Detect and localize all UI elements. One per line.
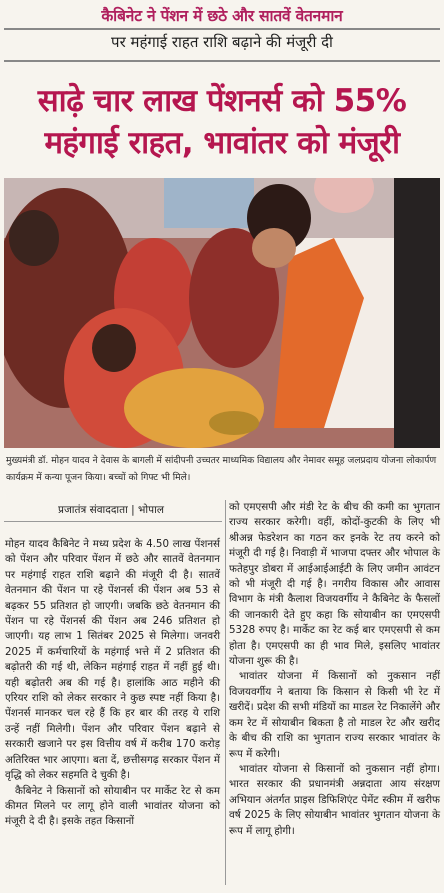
paragraph: भावांतर योजना में किसानों को नुकसान नहीं विजयवर्गीय ने बताया कि किसान से किसी भी रेट में खरीदें। प्रदेश की सभी मंडियों का माडल रेट निकालेंगे और कम रेट में सोयाबीन बिकता है तो माडल रेट और खरीद के बीच की राशि का भुगतान राज्य सरकार भावांतर के रूप में करेगी। [229, 670, 440, 760]
subheadline: पर महंगाई राहत राशि बढ़ाने की मंजूरी दी [111, 33, 333, 51]
divider [4, 60, 440, 62]
paragraph: भावांतर योजना से किसानों को नुकसान नहीं होगा। भारत सरकार की प्रधानमंत्री अन्नदाता आय संरक्षण अभियान अंतर्गत प्राइस डिफिशिएंट पेमेंट स्कीम में खरीफ वर्ष 2025 के लिए सोयाबीन भावांतर भुगतान योजना के रूप में लागू होगी। [229, 762, 440, 837]
paragraph: मोहन यादव कैबिनेट ने मध्य प्रदेश के 4.50 लाख पेंशनर्स को पेंशन और परिवार पेंशन में छठे और सातवें वेतनमान पर महंगाई राहत राशि बढ़ाने की मंजूरी दी है। सातवें वेतनमान की पेंशन पा रहे पेंशनर्स की पेंशन अब 53 से बढ़कर 55 प्रतिशत हो जाएगी। जबकि छठे वेतनमान की पेंशन पा रहे पेंशनर्स की पेंशन अब 246 प्रतिशत हो जाएगी। यह लाभ 1 सितंबर 2025 से मिलेगा। जनवरी 2025 में कर्मचारियों के महंगाई भत्ते में 2 प्रतिशत की बढ़ोतरी की गई थी, लेकिन महंगाई राहत में नहीं हुई थी। यही बढ़ोतरी अब की गई है। हालांकि आठ महीने की एरियर राशि को लेकर सरकार ने कुछ स्पष्ट नहीं किया है। पेंशनर्स मानकर चल रहे हैं कि हर बार की तरह ये राशि उन्हें नहीं मिलेगी। पेंशन और परिवार पेंशन बढ़ाने से सरकारी खजाने पर इस वित्तीय वर्ष में करीब 170 करोड़ अतिरिक्त भार आएगा। बता दें, छत्तीसगढ़ सरकार पेंशन में वृद्धि को लेकर सहमति दे चुकी है। [5, 538, 220, 782]
byline: प्रजातंत्र संवाददाता | भोपाल [58, 504, 164, 516]
main-headline-line2: महंगाई राहत, भावांतर को मंजूरी [44, 125, 400, 161]
photo-icon [4, 178, 440, 448]
kicker-headline: कैबिनेट ने पेंशन में छठे और सातवें वेतनमान [101, 7, 343, 25]
news-photo [4, 178, 440, 448]
divider [4, 28, 440, 30]
paragraph: को एमएसपी और मंडी रेट के बीच की कमी का भुगतान राज्य सरकार करेगी। वहीं, कोदों-कुटकी के लिए भी श्रीअन्न फेडरेशन का गठन कर इनके रेट तय करने को मंजूरी दी गई है। निवाड़ी में भाजपा दफ्तर और भोपाल के फतेहपुर डोबरा में आईआईआईटी के लिए जमीन आवंटन को भी मंजूरी दी गई है। नगरीय विकास और आवास विभाग के मंत्री कैलाश विजयवर्गीय ने कैबिनेट के फैसलों की जानकारी देते हुए कहा कि सोयाबीन का एमएसपी 5328 रुपए है। मार्केट का रेट कई बार एमएसपी से कम होता है। एमएसपी का ही भाव मिले, इसलिए भावांतर योजना शुरू की है। [229, 501, 440, 668]
article-column-1 [5, 537, 220, 830]
main-headline-line1: साढ़े चार लाख पेंशनर्स को 55% [37, 83, 407, 119]
paragraph: कैबिनेट ने किसानों को सोयाबीन पर मार्केट रेट से कम कीमत मिलने पर लागू होने वाली भावांतर योजना को मंजूरी दे दी है। इसके तहत किसानों [5, 784, 220, 828]
column-divider [225, 500, 226, 885]
article-column-2 [229, 500, 440, 839]
photo-caption: मुख्यमंत्री डॉ. मोहन यादव ने देवास के बागली में सांदीपनी उच्चतर माध्यमिक विद्यालय और नेमावर समूह जलप्रदाय योजना लोकार्पण कार्यक्रम में कन्या पूजन किया। बच्चों को गिफ्ट भी मिले। [6, 455, 437, 483]
divider [4, 521, 222, 522]
